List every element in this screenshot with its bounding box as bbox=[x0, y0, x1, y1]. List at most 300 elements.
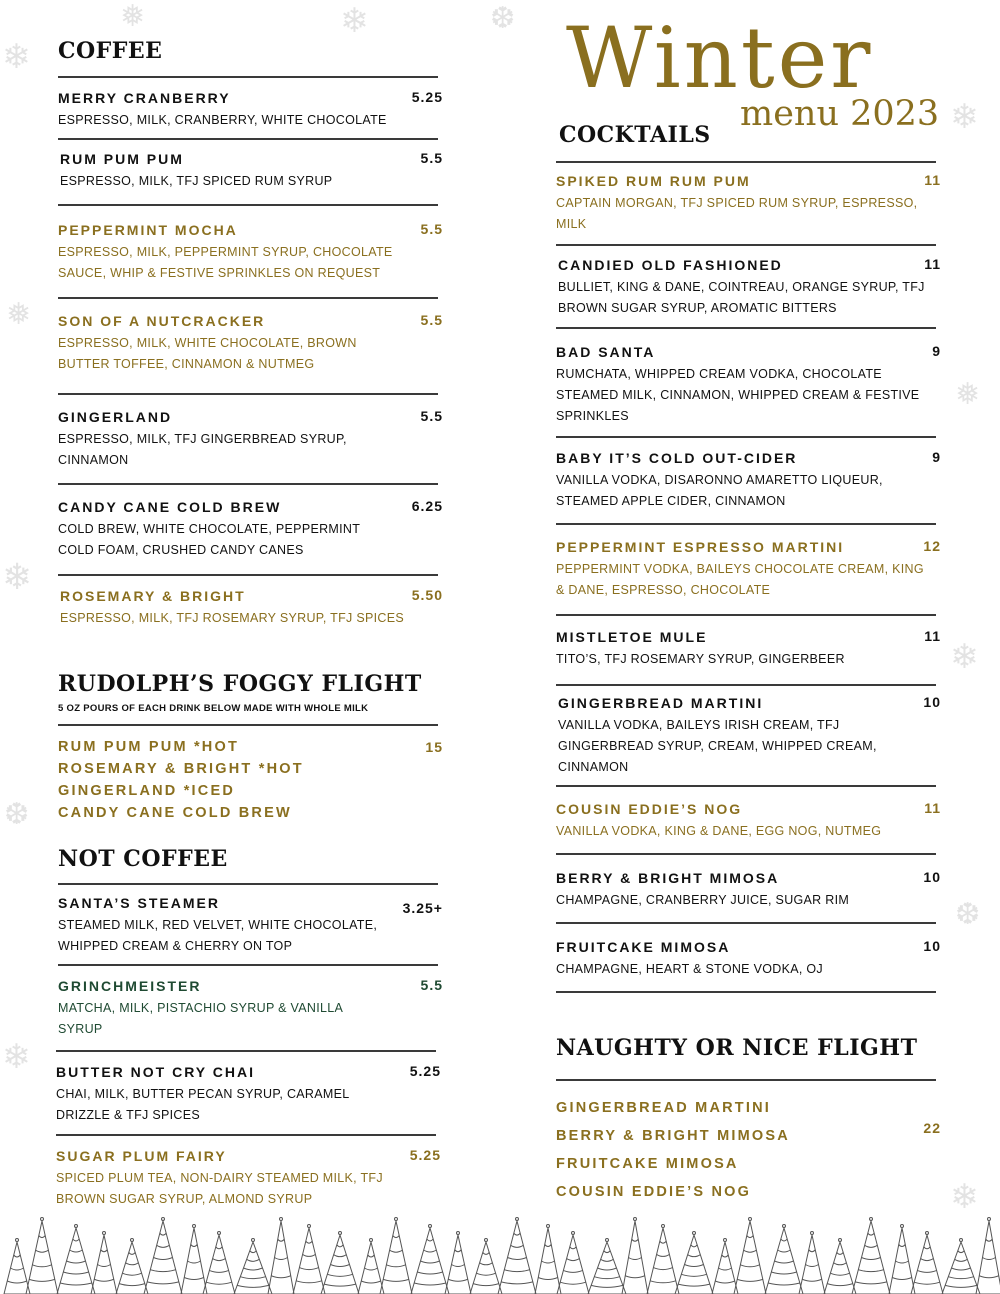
item-name: GINGERLAND bbox=[58, 409, 173, 425]
item-price: 12 bbox=[923, 538, 941, 554]
tree-star bbox=[693, 1232, 696, 1235]
tree-garland bbox=[29, 1279, 55, 1281]
snowflake-decoration: ❄ bbox=[2, 1037, 31, 1077]
tree-shape bbox=[91, 1235, 117, 1294]
tree-garland bbox=[39, 1236, 45, 1238]
menu-item bbox=[556, 343, 941, 427]
flight-item: COUSIN EDDIE’S NOG bbox=[556, 1184, 752, 1200]
tree-star bbox=[485, 1239, 488, 1242]
tree-garland bbox=[771, 1272, 796, 1274]
item-name: SUGAR PLUM FAIRY bbox=[56, 1148, 227, 1164]
item-price: 5.5 bbox=[420, 150, 443, 166]
menu-item bbox=[60, 587, 443, 629]
item-name: PEPPERMINT ESPRESSO MARTINI bbox=[556, 539, 845, 555]
tree-garland bbox=[327, 1274, 352, 1276]
tree-shape bbox=[557, 1235, 589, 1294]
tree-garland bbox=[154, 1258, 173, 1260]
item-name: SON OF A NUTCRACKER bbox=[58, 313, 266, 329]
tree-garland bbox=[390, 1250, 403, 1252]
tree-shape bbox=[445, 1235, 471, 1294]
tree-garland bbox=[892, 1278, 912, 1280]
menu-item bbox=[556, 938, 941, 980]
tree-star bbox=[634, 1218, 637, 1221]
tree-garland bbox=[781, 1239, 787, 1241]
tree-shape bbox=[852, 1221, 890, 1294]
tree-shape bbox=[358, 1242, 384, 1294]
tree-garland bbox=[70, 1250, 83, 1252]
item-price: 5.5 bbox=[420, 312, 443, 328]
item-name: FRUITCAKE MIMOSA bbox=[556, 939, 731, 955]
tree-shape bbox=[911, 1235, 943, 1294]
tree-garland bbox=[921, 1259, 934, 1261]
tree-star bbox=[547, 1225, 550, 1228]
divider bbox=[556, 436, 936, 438]
divider bbox=[58, 138, 438, 140]
tree-star bbox=[572, 1232, 575, 1235]
tree-garland bbox=[188, 1261, 201, 1263]
divider bbox=[56, 1050, 436, 1052]
item-name: CANDIED OLD FASHIONED bbox=[558, 257, 783, 273]
divider bbox=[58, 883, 438, 885]
tree-garland bbox=[650, 1281, 676, 1283]
tree-shape bbox=[824, 1242, 856, 1294]
menu-item bbox=[60, 150, 443, 192]
item-price: 10 bbox=[923, 938, 941, 954]
tree-garland bbox=[601, 1259, 614, 1261]
item-description: COLD BREW, WHITE CHOCOLATE, PEPPERMINT COLD FOAM, CRUSHED CANDY CANES bbox=[58, 522, 360, 557]
tree-garland bbox=[657, 1254, 670, 1256]
tree-shape bbox=[411, 1228, 449, 1294]
tree-garland bbox=[501, 1282, 533, 1284]
item-price: 11 bbox=[924, 256, 941, 272]
tree-garland bbox=[591, 1285, 623, 1287]
divider bbox=[556, 853, 936, 855]
tree-garland bbox=[508, 1258, 527, 1260]
tree-garland bbox=[986, 1239, 993, 1241]
item-description: VANILLA VODKA, KING & DANE, EGG NOG, NUTMEG bbox=[556, 824, 882, 838]
item-price: 6.25 bbox=[411, 498, 443, 514]
tree-garland bbox=[240, 1277, 265, 1279]
tree-garland bbox=[837, 1252, 843, 1254]
tree-garland bbox=[722, 1255, 729, 1257]
tree-shape bbox=[889, 1228, 915, 1294]
rudolph-flight-note: 5 OZ POURS OF EACH DRINK BELOW MADE WITH WHOLE MILK bbox=[58, 703, 369, 714]
tree-garland bbox=[296, 1281, 322, 1283]
tree-shape bbox=[734, 1221, 766, 1294]
tree-shape bbox=[712, 1242, 738, 1294]
item-description: ESPRESSO, MILK, PEPPERMINT SYRUP, CHOCOLATE SAUCE, WHIP & FESTIVE SPRINKLES ON REQUEST bbox=[58, 245, 393, 280]
tree-garland bbox=[924, 1247, 930, 1249]
tree-star bbox=[218, 1232, 221, 1235]
tree-garland bbox=[306, 1241, 312, 1243]
menu-subtitle: menu 2023 bbox=[740, 94, 940, 134]
divider bbox=[58, 964, 438, 966]
tree-garland bbox=[678, 1284, 710, 1286]
tree-garland bbox=[324, 1284, 356, 1286]
tree-garland bbox=[865, 1245, 878, 1247]
tree-garland bbox=[719, 1268, 732, 1270]
tree-star bbox=[41, 1218, 44, 1221]
item-price: 5.25 bbox=[411, 89, 443, 105]
item-name: BUTTER NOT CRY CHAI bbox=[56, 1064, 255, 1080]
tree-garland bbox=[914, 1282, 940, 1284]
naughty-flight-list bbox=[556, 1094, 941, 1206]
tree-garland bbox=[11, 1268, 24, 1270]
snowflake-decoration: ❄ bbox=[950, 97, 979, 137]
item-description: ESPRESSO, MILK, TFJ ROSEMARY SYRUP, TFJ SPICES bbox=[60, 611, 404, 625]
divider bbox=[556, 1079, 936, 1081]
item-price: 10 bbox=[923, 869, 941, 885]
tree-shape bbox=[293, 1228, 325, 1294]
tree-star bbox=[429, 1225, 432, 1228]
flight-price: 22 bbox=[923, 1120, 941, 1136]
tree-garland bbox=[98, 1265, 111, 1267]
flight-item: ROSEMARY & BRIGHT *HOT bbox=[58, 761, 304, 777]
tree-star bbox=[339, 1232, 342, 1235]
snowflake-decoration: ❄ bbox=[950, 1177, 979, 1217]
divider bbox=[58, 724, 438, 726]
tree-shape bbox=[181, 1228, 207, 1294]
item-description: PEPPERMINT VODKA, BAILEYS CHOCOLATE CREAM, KING & DANE, ESPRESSO, CHOCOLATE bbox=[556, 562, 924, 597]
tree-garland bbox=[36, 1250, 49, 1252]
tree-garland bbox=[455, 1250, 462, 1252]
tree-garland bbox=[747, 1236, 753, 1238]
tree-shape bbox=[144, 1221, 182, 1294]
naughty-flight-heading: NAUGHTY OR NICE FLIGHT bbox=[556, 1035, 918, 1061]
menu-item bbox=[556, 172, 941, 235]
tree-garland bbox=[421, 1261, 440, 1263]
tree-star bbox=[75, 1225, 78, 1228]
menu-item bbox=[556, 800, 941, 842]
snowflake-decoration: ❅ bbox=[955, 377, 981, 412]
tree-star bbox=[131, 1239, 134, 1242]
tree-border-decoration bbox=[0, 1212, 1000, 1294]
tree-garland bbox=[715, 1281, 735, 1283]
tree-star bbox=[16, 1239, 19, 1242]
tree-garland bbox=[244, 1268, 263, 1270]
tree-shape bbox=[498, 1221, 536, 1294]
divider bbox=[58, 393, 438, 395]
item-description: CHAMPAGNE, CRANBERRY JUICE, SUGAR RIM bbox=[556, 893, 850, 907]
item-description: CHAI, MILK, BUTTER PECAN SYRUP, CARAMEL DRIZZLE & TFJ SPICES bbox=[56, 1087, 350, 1122]
item-price: 10 bbox=[923, 694, 941, 710]
tree-garland bbox=[563, 1270, 582, 1272]
item-name: SPIKED RUM RUM PUM bbox=[556, 173, 751, 189]
flight-item: GINGERBREAD MARTINI bbox=[556, 1100, 771, 1116]
tree-garland bbox=[737, 1279, 763, 1281]
divider bbox=[556, 161, 936, 163]
menu-item bbox=[556, 869, 941, 911]
divider bbox=[556, 785, 936, 787]
item-price: 11 bbox=[924, 628, 941, 644]
rudolph-flight-heading: RUDOLPH’S FOGGY FLIGHT bbox=[58, 671, 422, 697]
tree-garland bbox=[473, 1284, 499, 1286]
rudolph-flight-list bbox=[58, 736, 443, 824]
tree-garland bbox=[511, 1245, 524, 1247]
item-name: MERRY CRANBERRY bbox=[58, 90, 231, 106]
tree-garland bbox=[806, 1265, 819, 1267]
tree-garland bbox=[60, 1283, 92, 1285]
tree-garland bbox=[275, 1258, 288, 1260]
item-price: 9 bbox=[932, 343, 941, 359]
tree-garland bbox=[237, 1285, 269, 1287]
snowflake-decoration: ❆ bbox=[4, 797, 30, 832]
divider bbox=[556, 614, 936, 616]
flight-item: BERRY & BRIGHT MIMOSA bbox=[556, 1128, 790, 1144]
cocktails-heading: COCKTAILS bbox=[559, 122, 711, 148]
tree-garland bbox=[7, 1281, 27, 1283]
tree-garland bbox=[334, 1255, 347, 1257]
tree-garland bbox=[899, 1245, 906, 1247]
tree-garland bbox=[147, 1282, 179, 1284]
tree-garland bbox=[632, 1239, 639, 1241]
tree-shape bbox=[799, 1235, 825, 1294]
tree-shape bbox=[622, 1221, 648, 1294]
tree-garland bbox=[365, 1268, 378, 1270]
tree-garland bbox=[299, 1268, 318, 1270]
item-price: 5.5 bbox=[420, 977, 443, 993]
tree-star bbox=[193, 1225, 196, 1228]
tree-star bbox=[960, 1239, 963, 1242]
tree-garland bbox=[271, 1276, 291, 1278]
item-name: GINGERBREAD MARTINI bbox=[558, 695, 764, 711]
tree-garland bbox=[63, 1272, 88, 1274]
item-price: 5.50 bbox=[411, 587, 443, 603]
menu-item bbox=[556, 538, 941, 601]
tree-garland bbox=[653, 1268, 672, 1270]
divider bbox=[58, 204, 438, 206]
tree-garland bbox=[945, 1285, 977, 1287]
tree-garland bbox=[896, 1261, 909, 1263]
item-price: 3.25+ bbox=[402, 900, 443, 916]
tree-star bbox=[395, 1218, 398, 1221]
tree-garland bbox=[834, 1263, 847, 1265]
tree-garland bbox=[604, 1251, 610, 1253]
tree-garland bbox=[542, 1261, 555, 1263]
tree-garland bbox=[570, 1247, 576, 1249]
tree-garland bbox=[216, 1247, 222, 1249]
item-price: 11 bbox=[924, 172, 941, 188]
item-description: ESPRESSO, MILK, TFJ SPICED RUM SYRUP bbox=[60, 174, 333, 188]
tree-garland bbox=[827, 1284, 853, 1286]
tree-star bbox=[457, 1232, 460, 1235]
flight-item: GINGERLAND *ICED bbox=[58, 783, 235, 799]
item-name: SANTA’S STEAMER bbox=[58, 895, 220, 911]
tree-garland bbox=[278, 1239, 285, 1241]
item-name: CANDY CANE COLD BREW bbox=[58, 499, 282, 515]
tree-garland bbox=[73, 1239, 79, 1241]
item-description: CAPTAIN MORGAN, TFJ SPICED RUM SYRUP, ESPRESSO, MILK bbox=[556, 196, 918, 231]
tree-star bbox=[749, 1218, 752, 1221]
flight-item: CANDY CANE COLD BREW bbox=[58, 805, 292, 821]
tree-garland bbox=[393, 1236, 399, 1238]
tree-garland bbox=[768, 1283, 800, 1285]
menu-item bbox=[58, 498, 443, 561]
tree-garland bbox=[250, 1251, 256, 1253]
item-price: 5.25 bbox=[409, 1147, 441, 1163]
item-price: 5.5 bbox=[420, 408, 443, 424]
item-description: BULLIET, KING & DANE, COINTREAU, ORANGE SYRUP, TFJ BROWN SUGAR SYRUP, AROMATIC BITTERS bbox=[558, 280, 925, 315]
menu-item bbox=[58, 977, 443, 1040]
tree-star bbox=[839, 1239, 842, 1242]
tree-garland bbox=[538, 1278, 558, 1280]
tree-garland bbox=[247, 1259, 260, 1261]
tree-shape bbox=[535, 1228, 561, 1294]
menu-item bbox=[558, 256, 941, 319]
tree-garland bbox=[778, 1250, 791, 1252]
divider bbox=[56, 1134, 436, 1136]
tree-garland bbox=[688, 1255, 701, 1257]
flight-price: 15 bbox=[425, 739, 443, 755]
tree-garland bbox=[979, 1276, 999, 1278]
item-name: BABY IT’S COLD OUT-CIDER bbox=[556, 450, 798, 466]
item-name: BAD SANTA bbox=[556, 344, 656, 360]
tree-star bbox=[370, 1239, 373, 1242]
snowflake-decoration: ❄ bbox=[950, 637, 979, 677]
tree-garland bbox=[368, 1255, 375, 1257]
snowflake-decoration: ❄ bbox=[2, 557, 33, 598]
tree-garland bbox=[417, 1272, 442, 1274]
tree-garland bbox=[691, 1245, 697, 1247]
divider bbox=[556, 922, 936, 924]
tree-garland bbox=[917, 1270, 936, 1272]
tree-star bbox=[308, 1225, 311, 1228]
item-name: PEPPERMINT MOCHA bbox=[58, 222, 238, 238]
menu-item bbox=[58, 89, 443, 131]
tree-garland bbox=[948, 1277, 973, 1279]
item-name: RUM PUM PUM bbox=[60, 151, 184, 167]
tree-shape bbox=[57, 1228, 95, 1294]
tree-garland bbox=[858, 1270, 883, 1272]
tree-garland bbox=[567, 1259, 580, 1261]
coffee-heading: COFFEE bbox=[58, 38, 163, 64]
tree-garland bbox=[809, 1250, 816, 1252]
tree-garland bbox=[476, 1273, 495, 1275]
tree-garland bbox=[504, 1270, 529, 1272]
item-price: 9 bbox=[932, 449, 941, 465]
snowflake-decoration: ❅ bbox=[120, 0, 146, 34]
tree-shape bbox=[380, 1221, 412, 1294]
snowflake-decoration: ❆ bbox=[490, 1, 516, 36]
tree-star bbox=[606, 1239, 609, 1242]
menu-item bbox=[556, 628, 941, 670]
divider bbox=[58, 297, 438, 299]
tree-garland bbox=[983, 1258, 996, 1260]
item-price: 11 bbox=[924, 800, 941, 816]
tree-garland bbox=[14, 1255, 21, 1257]
tree-garland bbox=[802, 1279, 822, 1281]
tree-garland bbox=[122, 1273, 141, 1275]
tree-garland bbox=[480, 1263, 493, 1265]
tree-garland bbox=[303, 1254, 316, 1256]
tree-garland bbox=[150, 1270, 175, 1272]
tree-garland bbox=[424, 1250, 437, 1252]
menu-item bbox=[56, 1147, 441, 1210]
item-name: ROSEMARY & BRIGHT bbox=[60, 588, 246, 604]
divider bbox=[556, 244, 936, 246]
tree-garland bbox=[191, 1245, 198, 1247]
tree-garland bbox=[952, 1268, 971, 1270]
tree-garland bbox=[157, 1245, 170, 1247]
menu-item bbox=[56, 1063, 441, 1126]
tree-shape bbox=[268, 1221, 294, 1294]
menu-item bbox=[556, 449, 941, 512]
snowflake-decoration: ❆ bbox=[955, 897, 981, 932]
divider bbox=[58, 76, 438, 78]
tree-garland bbox=[862, 1258, 881, 1260]
divider bbox=[556, 684, 936, 686]
tree-garland bbox=[126, 1263, 139, 1265]
item-name: GRINCHMEISTER bbox=[58, 978, 202, 994]
item-description: ESPRESSO, MILK, WHITE CHOCOLATE, BROWN BUTTER TOFFEE, CINNAMON & NUTMEG bbox=[58, 336, 357, 371]
tree-shape bbox=[976, 1221, 1000, 1294]
tree-garland bbox=[660, 1241, 666, 1243]
tree-garland bbox=[94, 1279, 114, 1281]
tree-shape bbox=[765, 1228, 803, 1294]
item-description: TITO’S, TFJ ROSEMARY SYRUP, GINGERBEER bbox=[556, 652, 845, 666]
tree-star bbox=[280, 1218, 283, 1221]
tree-garland bbox=[213, 1259, 226, 1261]
item-price: 5.25 bbox=[409, 1063, 441, 1079]
tree-garland bbox=[184, 1278, 204, 1280]
divider bbox=[556, 523, 936, 525]
tree-star bbox=[252, 1239, 255, 1242]
tree-garland bbox=[868, 1233, 874, 1235]
tree-garland bbox=[337, 1245, 343, 1247]
item-name: MISTLETOE MULE bbox=[556, 629, 708, 645]
tree-star bbox=[783, 1225, 786, 1228]
tree-garland bbox=[427, 1239, 433, 1241]
tree-garland bbox=[594, 1277, 619, 1279]
tree-star bbox=[662, 1225, 665, 1228]
flight-item: FRUITCAKE MIMOSA bbox=[556, 1156, 739, 1172]
tree-garland bbox=[625, 1276, 645, 1278]
tree-star bbox=[988, 1218, 991, 1221]
menu-item bbox=[58, 408, 443, 471]
divider bbox=[58, 483, 438, 485]
menu-item bbox=[58, 894, 443, 957]
item-description: SPICED PLUM TEA, NON-DAIRY STEAMED MILK, TFJ BROWN SUGAR SYRUP, ALMOND SYRUP bbox=[56, 1171, 383, 1206]
tree-garland bbox=[448, 1279, 468, 1281]
item-description: ESPRESSO, MILK, TFJ GINGERBREAD SYRUP, CINNAMON bbox=[58, 432, 347, 467]
tree-garland bbox=[855, 1282, 887, 1284]
tree-garland bbox=[560, 1282, 586, 1284]
tree-garland bbox=[129, 1252, 135, 1254]
tree-shape bbox=[647, 1228, 679, 1294]
not-coffee-heading: NOT COFFEE bbox=[58, 846, 228, 872]
tree-star bbox=[811, 1232, 814, 1235]
tree-shape bbox=[203, 1235, 235, 1294]
snowflake-decoration: ❄ bbox=[2, 37, 31, 77]
flight-item: RUM PUM PUM *HOT bbox=[58, 739, 239, 755]
menu-title: Winter bbox=[566, 9, 874, 107]
tree-garland bbox=[209, 1270, 228, 1272]
tree-garland bbox=[361, 1281, 381, 1283]
item-description: VANILLA VODKA, DISARONNO AMARETTO LIQUEUR, STEAMED APPLE CIDER, CINNAMON bbox=[556, 473, 883, 508]
item-description: RUMCHATA, WHIPPED CREAM VODKA, CHOCOLATE STEAMED MILK, CINNAMON, WHIPPED CREAM & FESTIVE SPRINKLES bbox=[556, 367, 920, 423]
tree-garland bbox=[331, 1265, 350, 1267]
tree-garland bbox=[598, 1268, 617, 1270]
tree-garland bbox=[383, 1279, 409, 1281]
tree-garland bbox=[452, 1265, 465, 1267]
snowflake-decoration: ❅ bbox=[6, 297, 32, 332]
tree-star bbox=[870, 1218, 873, 1221]
tree-garland bbox=[386, 1265, 405, 1267]
tree-garland bbox=[160, 1233, 166, 1235]
menu-item bbox=[58, 312, 443, 375]
item-description: MATCHA, MILK, PISTACHIO SYRUP & VANILLA SYRUP bbox=[58, 1001, 343, 1036]
tree-garland bbox=[414, 1283, 446, 1285]
